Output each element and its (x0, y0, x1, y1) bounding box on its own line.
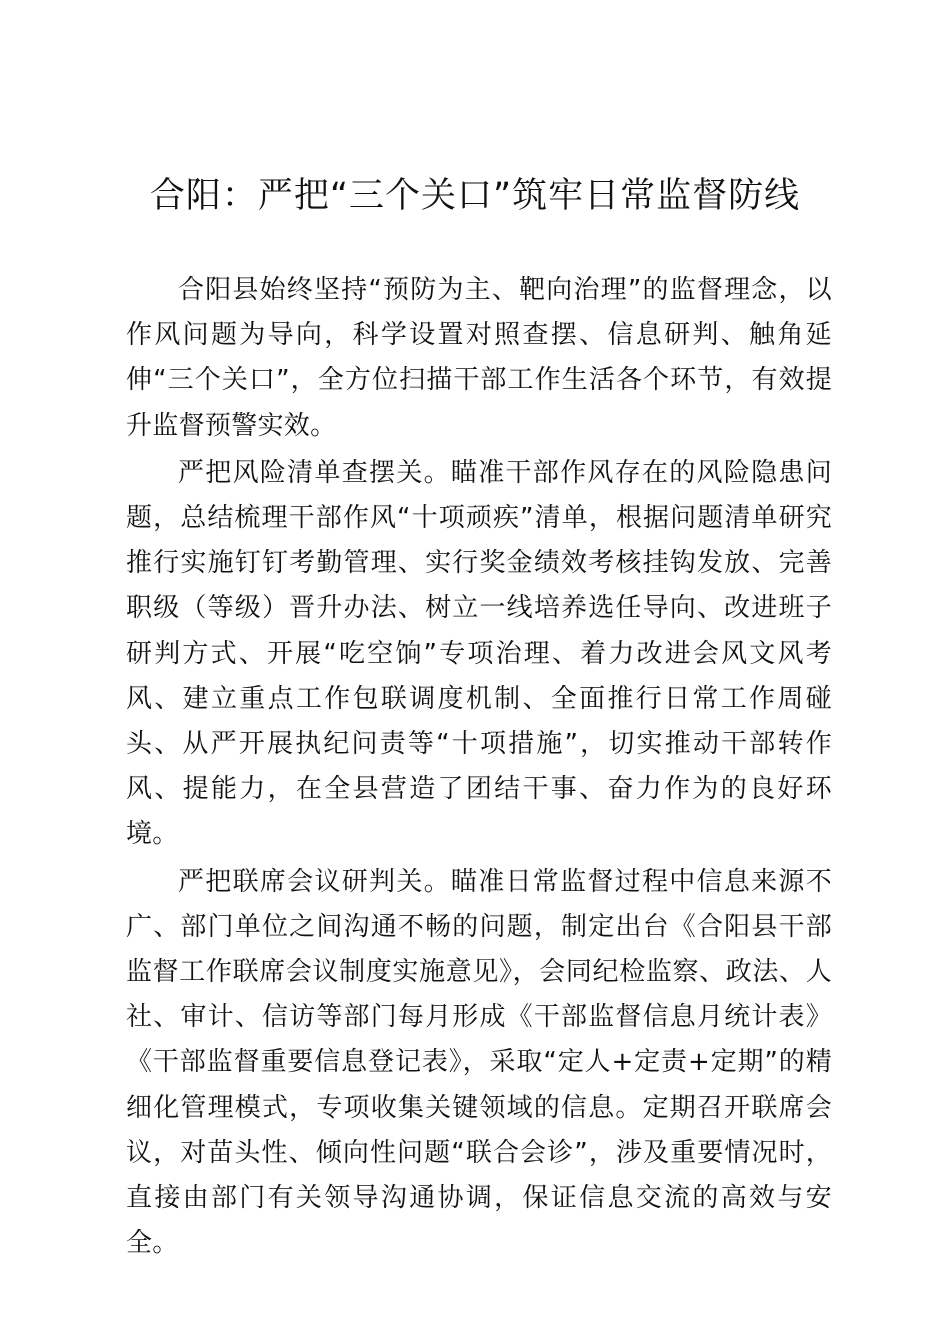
paragraph-risk-checklist: 严把风险清单查摆关。瞄准干部作风存在的风险隐患问题，总结梳理干部作风“十项顽疾”清单，根据问题清单研究推行实施钉钉考勤管理、实行奖金绩效考核挂钩发放、完善职级（等级）晋升办法、树立一线培养选任导向、改进班子研判方式、开展“吃空饷”专项治理、着力改进会风文风考风、建立重点工作包联调度机制、全面推行日常工作周碰头、从严开展执纪问责等“十项措施”，切实推动干部转作风、提能力，在全县营造了团结干事、奋力作为的良好环境。 (126, 457, 832, 850)
paragraph-intro: 合阳县始终坚持“预防为主、靶向治理”的监督理念，以作风问题为导向，科学设置对照查摆、信息研判、触角延伸“三个关口”，全方位扫描干部工作生活各个环节，有效提升监督预警实效。 (126, 275, 832, 441)
document-body (126, 268, 832, 1268)
paragraph-joint-meeting: 严把联席会议研判关。瞄准日常监督过程中信息来源不广、部门单位之间沟通不畅的问题，制定出台《合阳县干部监督工作联席会议制度实施意见》，会同纪检监察、政法、人社、审计、信访等部门每月形成《干部监督信息月统计表》《干部监督重要信息登记表》，采取“定人+定责+定期”的精细化管理模式，专项收集关键领域的信息。定期召开联席会议，对苗头性、倾向性问题“联合会诊”，涉及重要情况时，直接由部门有关领导沟通协调，保证信息交流的高效与安全。 (126, 866, 832, 1259)
document-title: 合阳：严把“三个关口”筑牢日常监督防线 (149, 176, 801, 216)
